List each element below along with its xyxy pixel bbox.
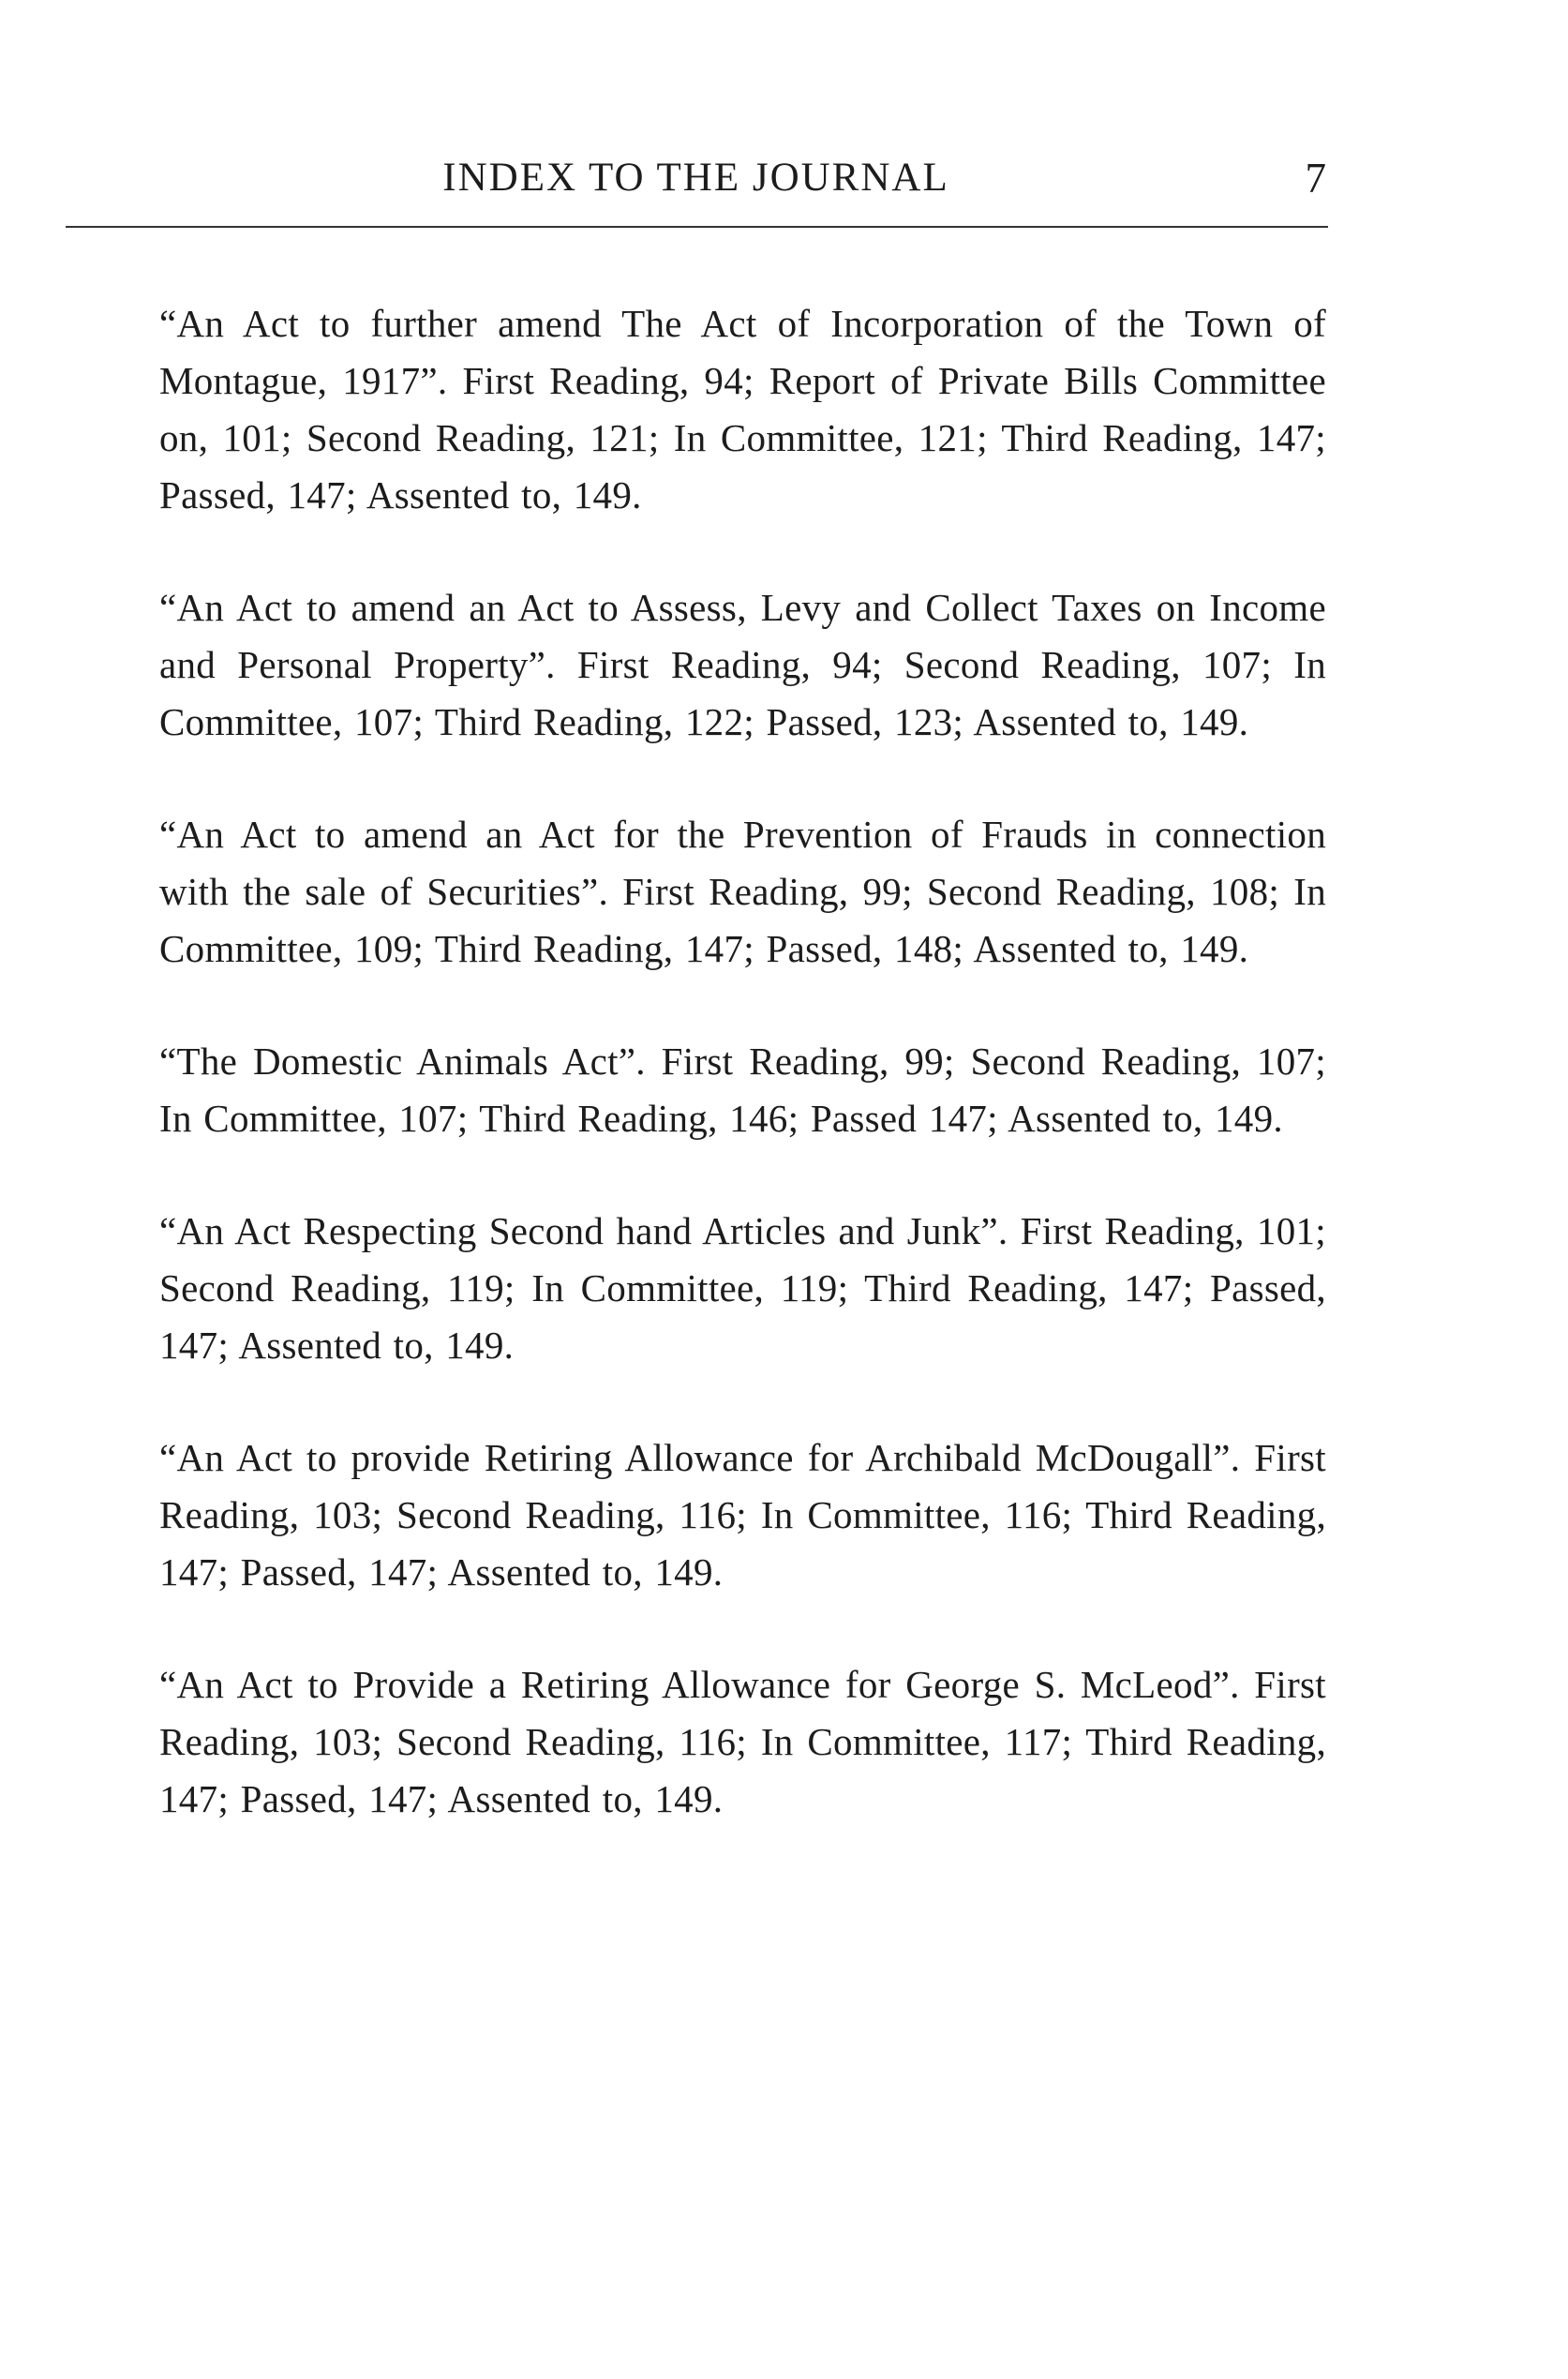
page-number: 7 xyxy=(1305,155,1326,202)
index-entry: “An Act to Provide a Retiring Allowance for George S. McLeod”. First Reading, 103; Second Reading, 116; In Committee, 117; Third Reading, 147; Passed, 147; Assented to, 149. xyxy=(159,1663,1326,1820)
index-entries xyxy=(159,295,1326,1883)
header-rule xyxy=(66,226,1328,228)
page-header xyxy=(66,150,1326,206)
index-entry: “An Act to further amend The Act of Incorporation of the Town of Montague, 1917”. First Reading, 94; Report of Private Bills Committee on, 101; Second Reading, 121; In Committee, 121; Third Reading, 147; Passed, 147; Assented to, 149. xyxy=(159,302,1326,516)
index-entry: “An Act to provide Retiring Allowance for Archibald McDougall”. First Reading, 103; Second Reading, 116; In Committee, 116; Third Reading, 147; Passed, 147; Assented to, 149. xyxy=(159,1436,1326,1593)
index-entry: “An Act Respecting Second hand Articles and Junk”. First Reading, 101; Second Reading, 119; In Committee, 119; Third Reading, 147; Passed, 147; Assented to, 149. xyxy=(159,1209,1326,1367)
running-title: INDEX TO THE JOURNAL xyxy=(442,156,949,200)
index-entry: “An Act to amend an Act for the Prevention of Frauds in connection with the sale of Securities”. First Reading, 99; Second Reading, 108; In Committee, 109; Third Reading, 147; Passed, 148; Assented to, 149. xyxy=(159,813,1326,970)
index-entry: “An Act to amend an Act to Assess, Levy and Collect Taxes on Income and Personal Property”. First Reading, 94; Second Reading, 107; In Committee, 107; Third Reading, 122; Passed, 123; Assented to, 149. xyxy=(159,586,1326,743)
index-entry: “The Domestic Animals Act”. First Reading, 99; Second Reading, 107; In Committee, 107; Third Reading, 146; Passed 147; Assented to, 149. xyxy=(159,1040,1326,1140)
